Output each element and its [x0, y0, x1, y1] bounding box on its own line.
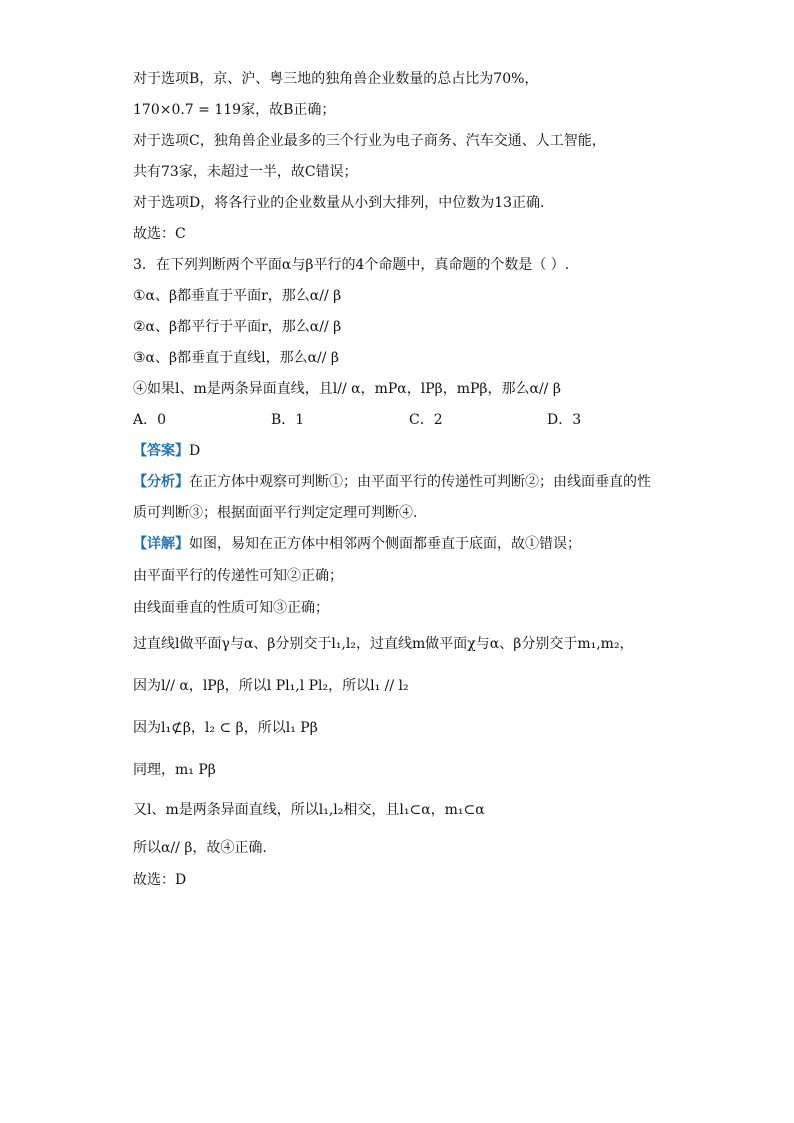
detail-bracket-close: 】 — [175, 536, 189, 552]
option-d: D．3 — [547, 412, 582, 428]
detail-line-7: 同理，m₁ Pβ — [133, 762, 216, 778]
answer-value: D — [189, 443, 201, 459]
answer-label: 答案 — [147, 443, 175, 459]
answer-line — [133, 441, 200, 461]
option-c: C．2 — [409, 412, 443, 428]
previous-answer: 故选：C — [133, 226, 186, 242]
answer-bracket-close: 】 — [175, 443, 189, 459]
detail-line-5: 因为l// α，lPβ，所以l Pl₁,l Pl₂，所以l₁ // l₂ — [133, 678, 409, 694]
option-a: A．0 — [133, 412, 167, 428]
proposition-2: ②α、β都平行于平面r，那么α// β — [133, 319, 342, 335]
analysis-bracket-open: 【 — [133, 474, 147, 490]
option-b: B．1 — [271, 412, 305, 428]
analysis-line-1 — [133, 472, 651, 492]
detail-bracket-open: 【 — [133, 536, 147, 552]
option-b-analysis: 对于选项B，京、沪、粤三地的独角兽企业数量的总占比为70%， — [133, 71, 539, 87]
analysis-bracket-close: 】 — [175, 474, 189, 490]
option-c-analysis: 对于选项C，独角兽企业最多的三个行业为电子商务、汽车交通、人工智能， — [133, 133, 606, 149]
option-c-conclusion: 共有73家，未超过一半，故C错误； — [133, 164, 358, 180]
proposition-1: ①α、β都垂直于平面r，那么α// β — [133, 288, 342, 304]
final-answer: 故选：D — [133, 872, 187, 888]
detail-line-4: 过直线l做平面γ与α、β分别交于l₁,l₂，过直线m做平面χ与α、β分别交于m₁,m₂， — [133, 636, 634, 652]
question-3-stem: 3．在下列判断两个平面α与β平行的4个命题中，真命题的个数是（ ）. — [133, 257, 570, 273]
option-b-calculation: 170×0.7 = 119家，故B正确； — [133, 102, 336, 118]
detail-line-1 — [133, 534, 581, 554]
proposition-3: ③α、β都垂直于直线l，那么α// β — [133, 350, 340, 366]
detail-text-1: 如图，易知在正方体中相邻两个侧面都垂直于底面，故①错误； — [189, 536, 581, 552]
analysis-text-1: 在正方体中观察可判断①；由平面平行的传递性可判断②；由线面垂直的性 — [189, 474, 651, 490]
detail-line-8: 又l、m是两条异面直线，所以l₁,l₂相交，且l₁⊂α，m₁⊂α — [133, 802, 485, 818]
answer-bracket-open: 【 — [133, 443, 147, 459]
proposition-4: ④如果l、m是两条异面直线，且l// α，mPα，lPβ，mPβ，那么α// β — [133, 381, 561, 397]
detail-label: 详解 — [147, 536, 175, 552]
detail-line-3: 由线面垂直的性质可知③正确； — [133, 600, 329, 616]
detail-line-9: 所以α// β，故④正确. — [133, 840, 267, 856]
analysis-label: 分析 — [147, 474, 175, 490]
option-d-analysis: 对于选项D，将各行业的企业数量从小到大排列，中位数为13正确. — [133, 195, 545, 211]
detail-line-6: 因为l₁⊄β，l₂ ⊂ β，所以l₁ Pβ — [133, 720, 318, 736]
answer-options — [133, 410, 685, 430]
detail-line-2: 由平面平行的传递性可知②正确； — [133, 568, 343, 584]
analysis-line-2: 质可判断③；根据面面平行判定定理可判断④. — [133, 505, 418, 521]
